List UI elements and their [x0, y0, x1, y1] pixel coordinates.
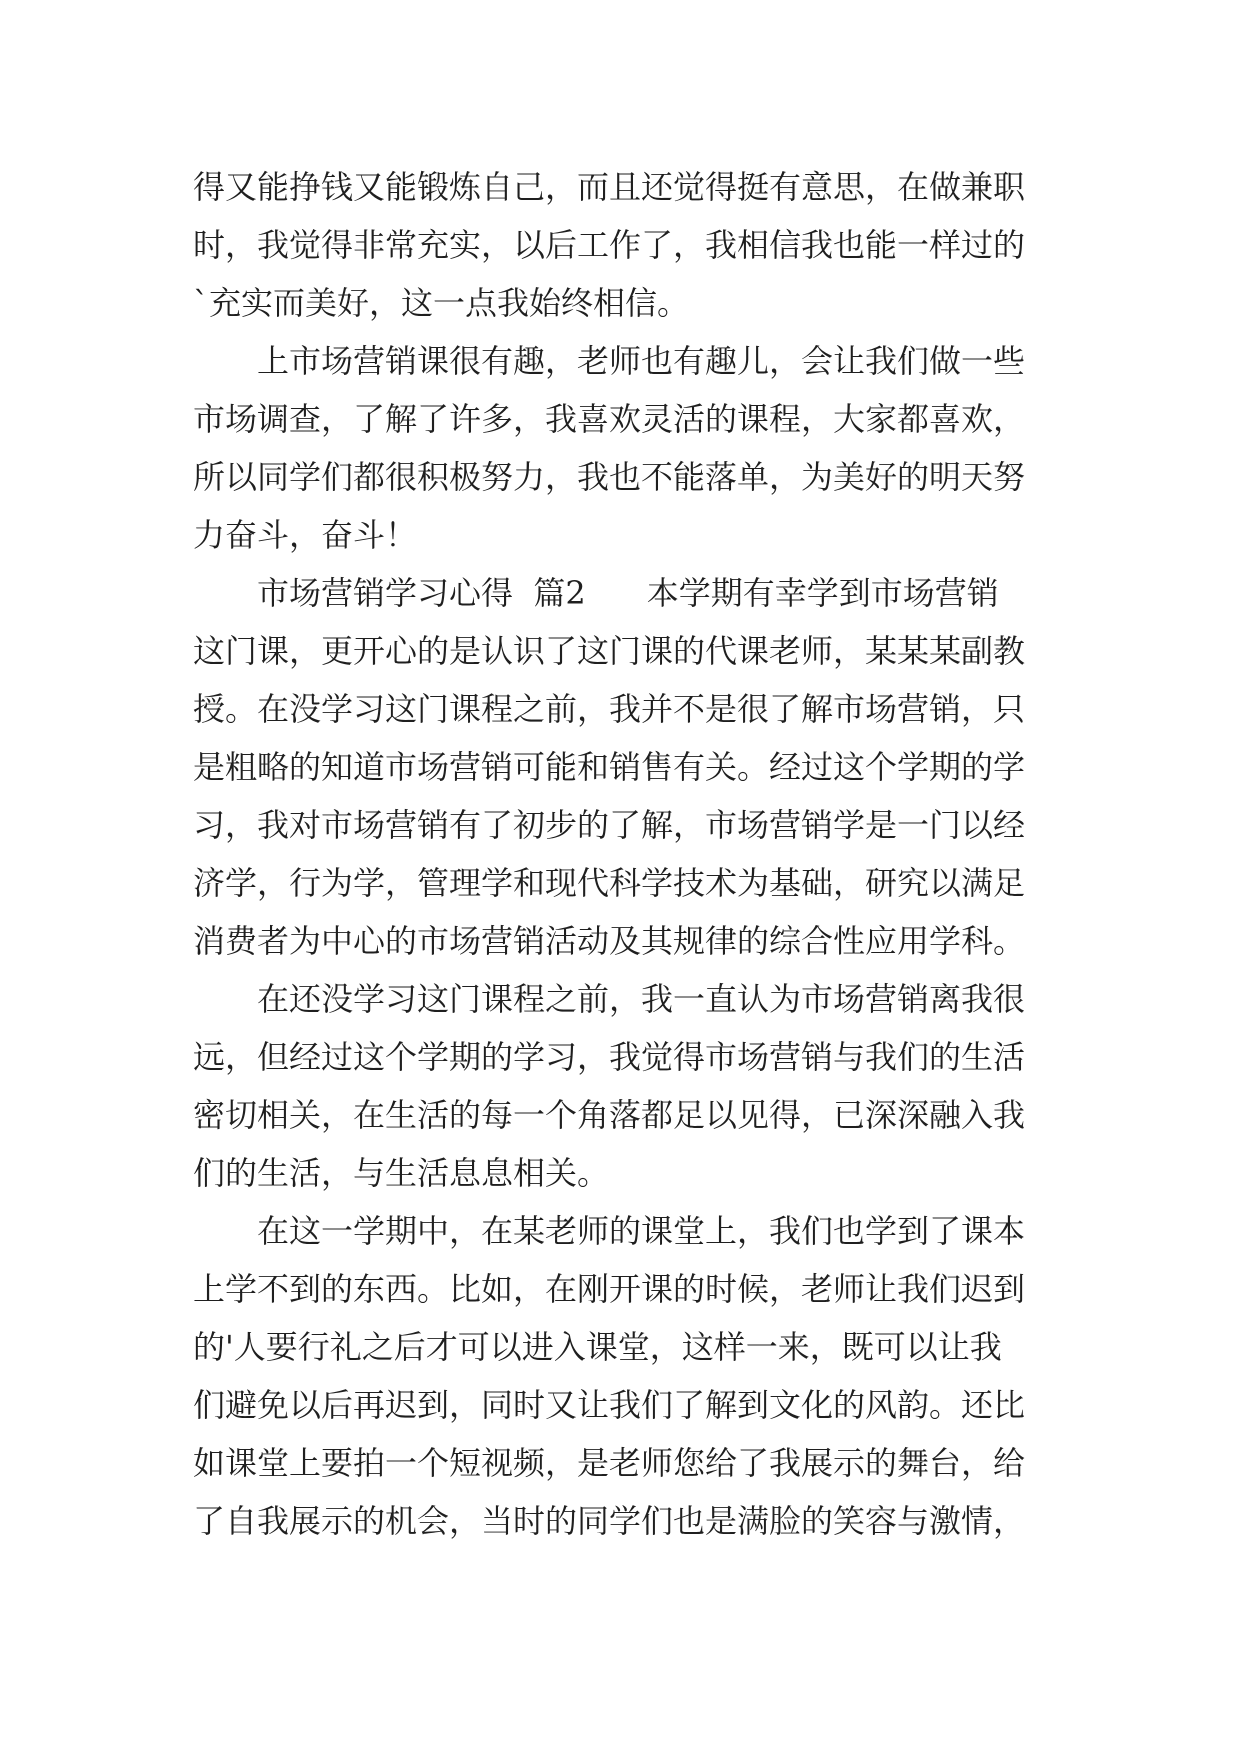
text-line: 们避免以后再迟到，同时又让我们了解到文化的风韵。还比	[193, 1386, 1026, 1424]
text-line: 得又能挣钱又能锻炼自己，而且还觉得挺有意思，在做兼职	[193, 168, 1026, 206]
text-line: 这门课，更开心的是认识了这门课的代课老师，某某某副教	[193, 632, 1026, 670]
text-line: 们的生活，与生活息息相关。	[193, 1154, 610, 1192]
text-line: `充实而美好，这一点我始终相信。	[193, 284, 690, 322]
paragraph-start-line: 在这一学期中，在某老师的课堂上，我们也学到了课本	[257, 1212, 1026, 1250]
text-line: 密切相关，在生活的每一个角落都足以见得，已深深融入我	[193, 1096, 1026, 1134]
text-line: 习，我对市场营销有了初步的了解，市场营销学是一门以经	[193, 806, 1026, 844]
text-line: 时，我觉得非常充实，以后工作了，我相信我也能一样过的	[193, 226, 1026, 264]
text-line: 上学不到的东西。比如，在刚开课的时候，老师让我们迟到	[193, 1270, 1026, 1308]
text-line: 了自我展示的机会，当时的同学们也是满脸的笑容与激情，	[193, 1502, 1026, 1540]
text-line: 的'人要行礼之后才可以进入课堂，这样一来，既可以让我	[193, 1328, 1002, 1366]
section-heading-line: 市场营销学习心得 篇2 本学期有幸学到市场营销	[257, 574, 999, 612]
paragraph-start-line: 上市场营销课很有趣，老师也有趣儿，会让我们做一些	[257, 342, 1026, 380]
text-line: 是粗略的知道市场营销可能和销售有关。经过这个学期的学	[193, 748, 1026, 786]
text-line: 力奋斗，奋斗！	[193, 516, 418, 554]
text-line: 远，但经过这个学期的学习，我觉得市场营销与我们的生活	[193, 1038, 1026, 1076]
body-text	[193, 158, 1073, 1550]
text-line: 市场调查，了解了许多，我喜欢灵活的课程，大家都喜欢，	[193, 400, 1026, 438]
text-line: 如课堂上要拍一个短视频，是老师您给了我展示的舞台，给	[193, 1444, 1026, 1482]
text-line: 授。在没学习这门课程之前，我并不是很了解市场营销，只	[193, 690, 1026, 728]
text-line: 所以同学们都很积极努力，我也不能落单，为美好的明天努	[193, 458, 1026, 496]
text-line: 消费者为中心的市场营销活动及其规律的综合性应用学科。	[193, 922, 1026, 960]
paragraph-start-line: 在还没学习这门课程之前，我一直认为市场营销离我很	[257, 980, 1026, 1018]
text-line: 济学，行为学，管理学和现代科学技术为基础，研究以满足	[193, 864, 1026, 902]
